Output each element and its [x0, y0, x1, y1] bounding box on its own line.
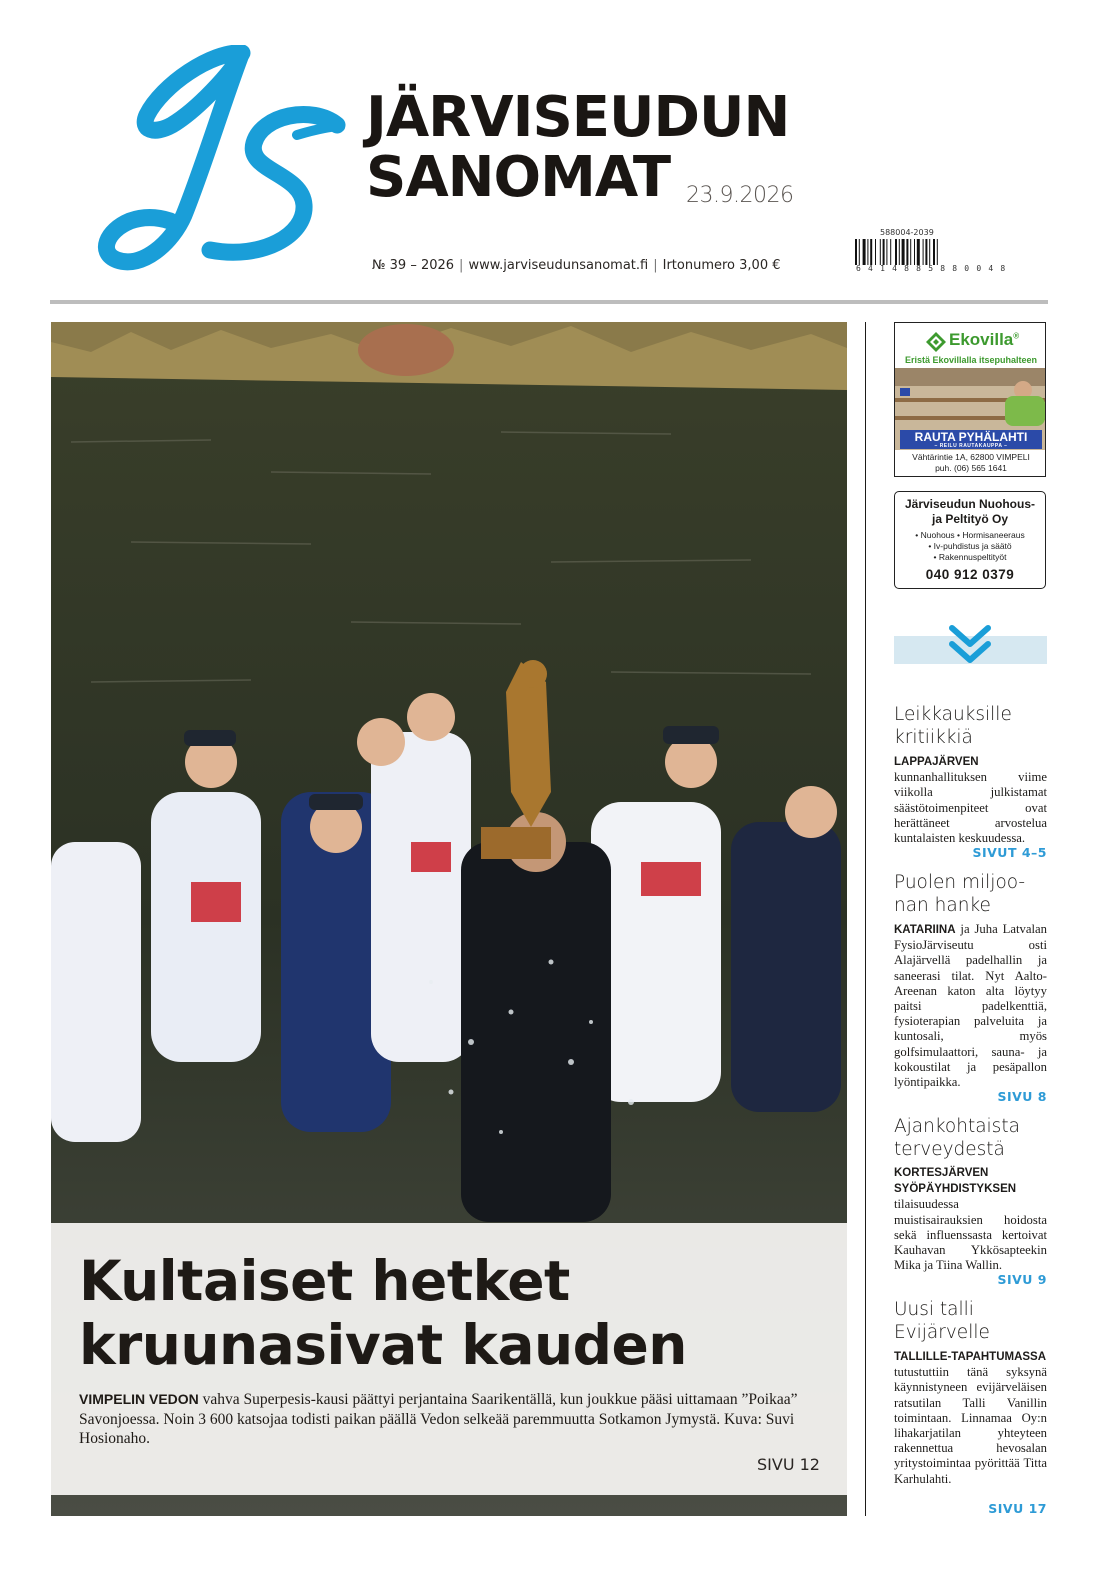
price: Irtonumero 3,00 €	[662, 258, 781, 273]
barcode-number: 6 4 1 4 8 8 5 8 8 0 0 4 8	[856, 264, 1007, 273]
js-logo	[92, 45, 352, 280]
teaser-page-ref[interactable]: SIVU 9	[997, 1272, 1047, 1287]
column-divider	[865, 322, 866, 1516]
teaser-title[interactable]: Uusi talli Evijärvelle	[894, 1299, 990, 1343]
nuohous-name: Järviseudun Nuohous- ja Peltityö Oy	[904, 497, 1035, 526]
nuohous-ad[interactable]	[894, 491, 1046, 589]
ekovilla-brand: Ekovilla®	[949, 330, 1020, 349]
teaser-page-ref[interactable]: SIVUT 4–5	[972, 845, 1047, 860]
teaser-title[interactable]: Ajankohtaista terveydestä	[894, 1116, 1020, 1160]
main-lede	[79, 1390, 829, 1449]
lede-text: vahva Superpesis-kausi päättyi perjantaina Saarikentällä, kun joukkue pääsi uittamaan ”Poikaa” Savonjoessa. Noin 3 600 katsojaa todisti paikan päällä Vedon selkeää paremmuutta Sotkamon Jymystä. Kuva: Suvi Hosionaho.	[79, 1391, 798, 1447]
nuohous-phone: 040 912 0379	[925, 567, 1015, 582]
ekovilla-address: Vähtärintie 1A, 62800 VIMPELI puh. (06) 565 1641	[912, 452, 1030, 473]
issue-number: № 39 – 2026	[372, 258, 455, 273]
ekovilla-slogan: Eristä Ekovillalla itsepuhalteen	[904, 355, 1038, 365]
main-page-ref[interactable]: SIVU 12	[757, 1455, 820, 1474]
teaser-page-ref[interactable]: SIVU 8	[997, 1089, 1047, 1104]
headline-line-2: kruunasivat kauden	[79, 1313, 687, 1377]
teaser-body: KORTESJÄRVEN SYÖPÄYHDISTYKSEN tilaisuudessa muistisairauksien hoidosta sekä influenssasta kertoivat Kauhavan Ykkösapteekin Mika ja Tiina Wallin.	[894, 1167, 1047, 1273]
issue-date: 23.9.2026	[686, 183, 794, 208]
website-link[interactable]: www.jarviseudunsanomat.fi	[468, 258, 649, 273]
masthead-divider	[50, 300, 1048, 304]
barcode-issn: 588004-2039	[880, 228, 934, 237]
double-chevron-down-icon	[894, 622, 1047, 670]
lede-lead: VIMPELIN VEDON	[79, 1391, 199, 1407]
teaser-body: TALLILLE-TAPAHTUMASSA tutustuttiin tänä syksynä käynnistyneen evijärveläisen ratsutilan Talli Vanillin toimintaan. Linnamaa Oy:n lihakarjatilan yhteyteen rakennettua hevosalan yritystoimintaa pyörittää Titta Karhulahti.	[894, 1351, 1047, 1486]
issue-info-line: № 39 – 2026 | www.jarviseudunsanomat.fi | Irtonumero 3,00 €	[372, 258, 781, 273]
title-line-2: SANOMAT	[366, 145, 671, 210]
nuohous-services: • Nuohous • Hormisaneeraus • Iv-puhdistus ja säätö • Rakennuspeltityöt	[915, 530, 1025, 562]
rauta-pyhalahti-logo: RAUTA PYHÄLAHTI – REILU RAUTAKAUPPA –	[900, 430, 1042, 449]
teaser-page-ref[interactable]: SIVU 17	[988, 1501, 1047, 1516]
title-line-1: JÄRVISEUDUN	[366, 85, 790, 150]
teaser-body: KATARIINA ja Juha Latvalan FysioJärviseutu osti Alajärvellä padelhallin ja saneerasi tilat. Nyt Aalto-Areenan katon alta löytyy paitsi padelkenttiä, fysioterapian palveluita ja kuntosali, myös golfsimulaattori, sauna- ja kokoustilat ja pesäpallon lyöntipaikka.	[894, 922, 1047, 1090]
main-headline[interactable]	[79, 1249, 819, 1377]
teaser-body: LAPPAJÄRVEN kunnanhallituksen viime viikolla julkistamat säästötoimenpiteet ovat herättäneet arvostelua kuntalaisten keskuudessa.	[894, 756, 1047, 846]
headline-line-1: Kultaiset hetket	[79, 1249, 570, 1313]
ekovilla-leaf-icon	[925, 331, 947, 353]
barcode	[855, 239, 959, 265]
teaser-title[interactable]: Puolen miljoo- nan hanke	[894, 872, 1026, 916]
ekovilla-ad[interactable]	[894, 322, 1046, 477]
teaser-title[interactable]: Leikkauksille kritiikkiä	[894, 704, 1012, 748]
